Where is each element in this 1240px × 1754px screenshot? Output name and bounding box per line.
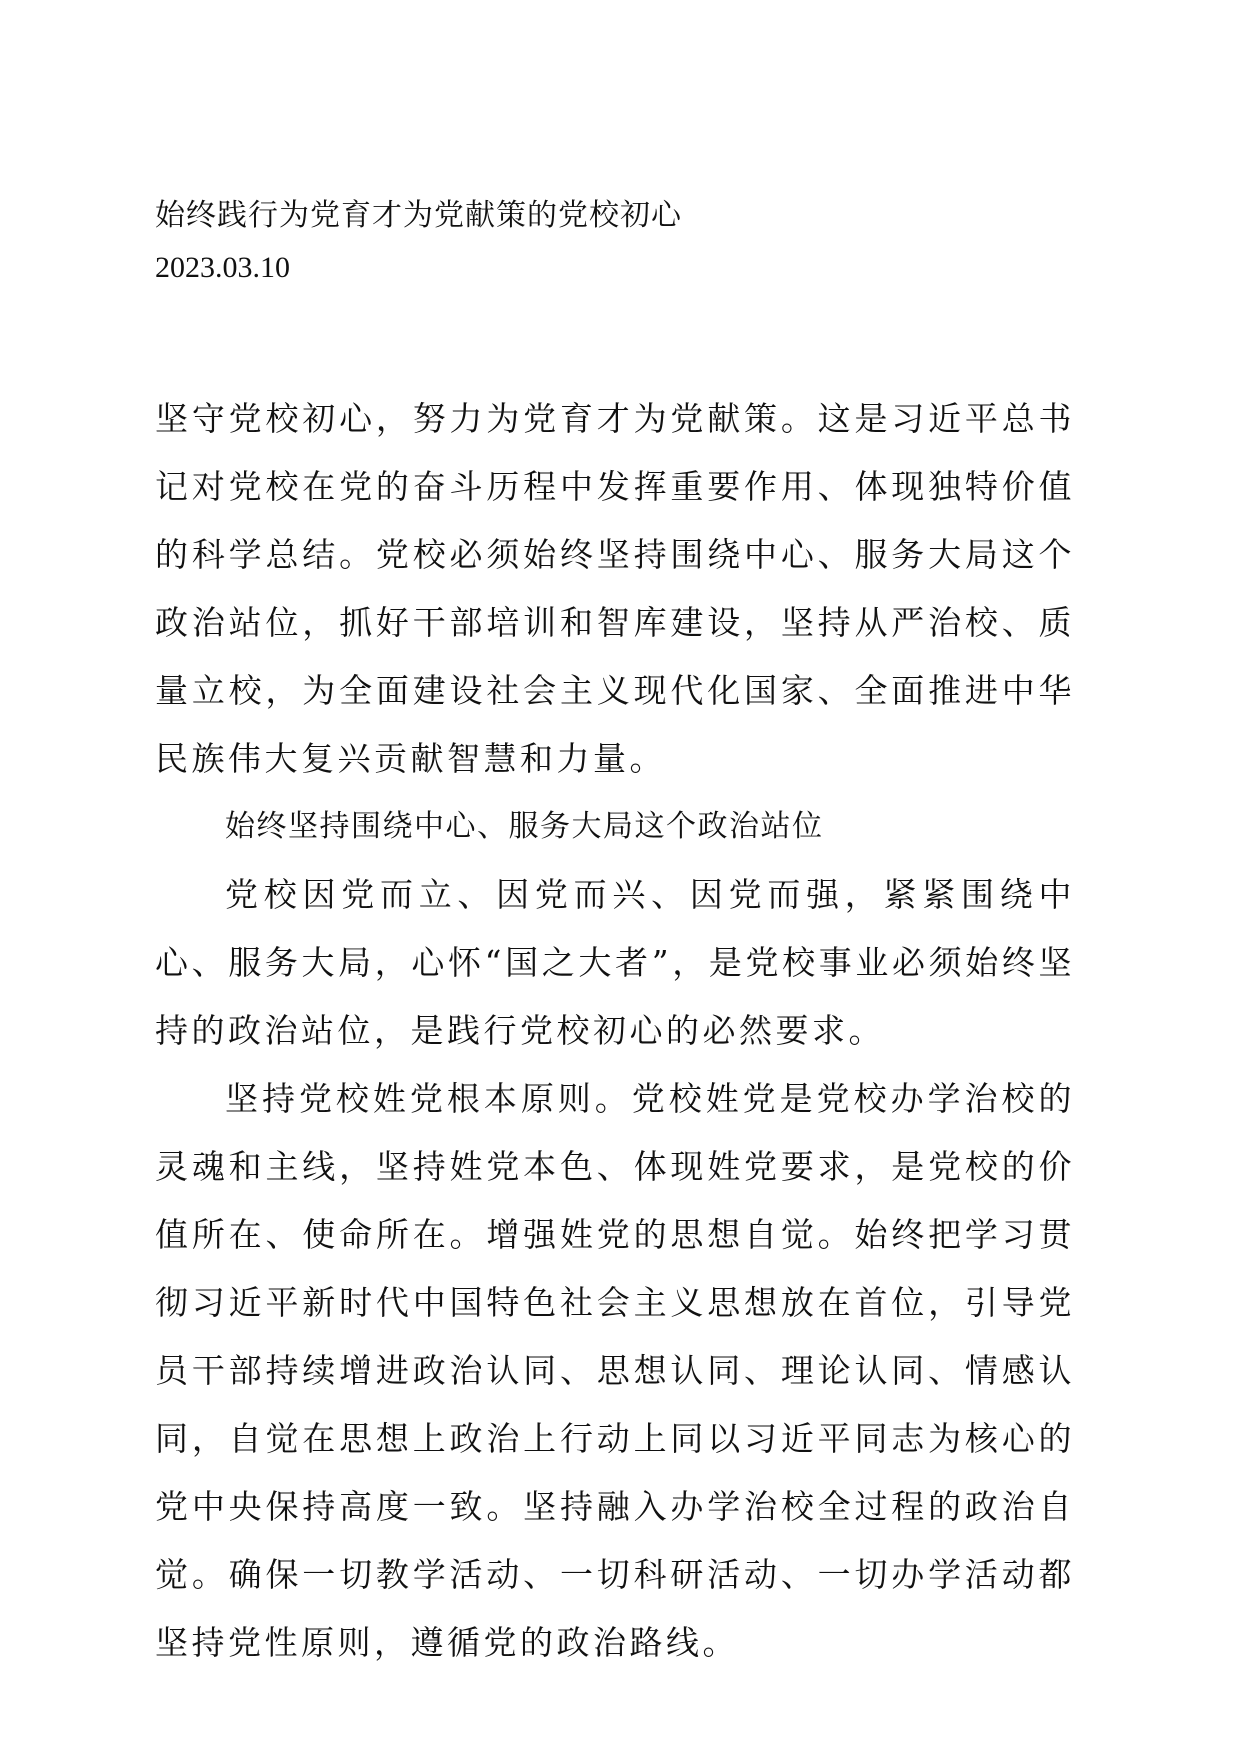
document-header bbox=[155, 190, 1095, 294]
intro-paragraph: 坚守党校初心，努力为党育才为党献策。这是习近平总书记对党校在党的奋斗历程中发挥重要作用、体现独特价值的科学总结。党校必须始终坚持围绕中心、服务大局这个政治站位，抓好干部培训和智库建设，坚持从严治校、质量立校，为全面建设社会主义现代化国家、全面推进中华民族伟大复兴贡献智慧和力量。 bbox=[155, 399, 1075, 778]
document-body bbox=[155, 385, 1075, 1677]
section-heading: 始终坚持围绕中心、服务大局这个政治站位 bbox=[225, 809, 824, 844]
document-date: 2023.03.10 bbox=[155, 251, 290, 284]
body-paragraph: 坚持党校姓党根本原则。党校姓党是党校办学治校的灵魂和主线，坚持姓党本色、体现姓党要求，是党校的价值所在、使命所在。增强姓党的思想自觉。始终把学习贯彻习近平新时代中国特色社会主义思想放在首位，引导党员干部持续增进政治认同、思想认同、理论认同、情感认同，自觉在思想上政治上行动上同以习近平同志为核心的党中央保持高度一致。坚持融入办学治校全过程的政治自觉。确保一切教学活动、一切科研活动、一切办学活动都坚持党性原则，遵循党的政治路线。 bbox=[155, 1079, 1075, 1662]
body-paragraph: 党校因党而立、因党而兴、因党而强，紧紧围绕中心、服务大局，心怀“国之大者”，是党校事业必须始终坚持的政治站位，是践行党校初心的必然要求。 bbox=[155, 875, 1075, 1050]
document-title: 始终践行为党育才为党献策的党校初心 bbox=[155, 198, 682, 233]
